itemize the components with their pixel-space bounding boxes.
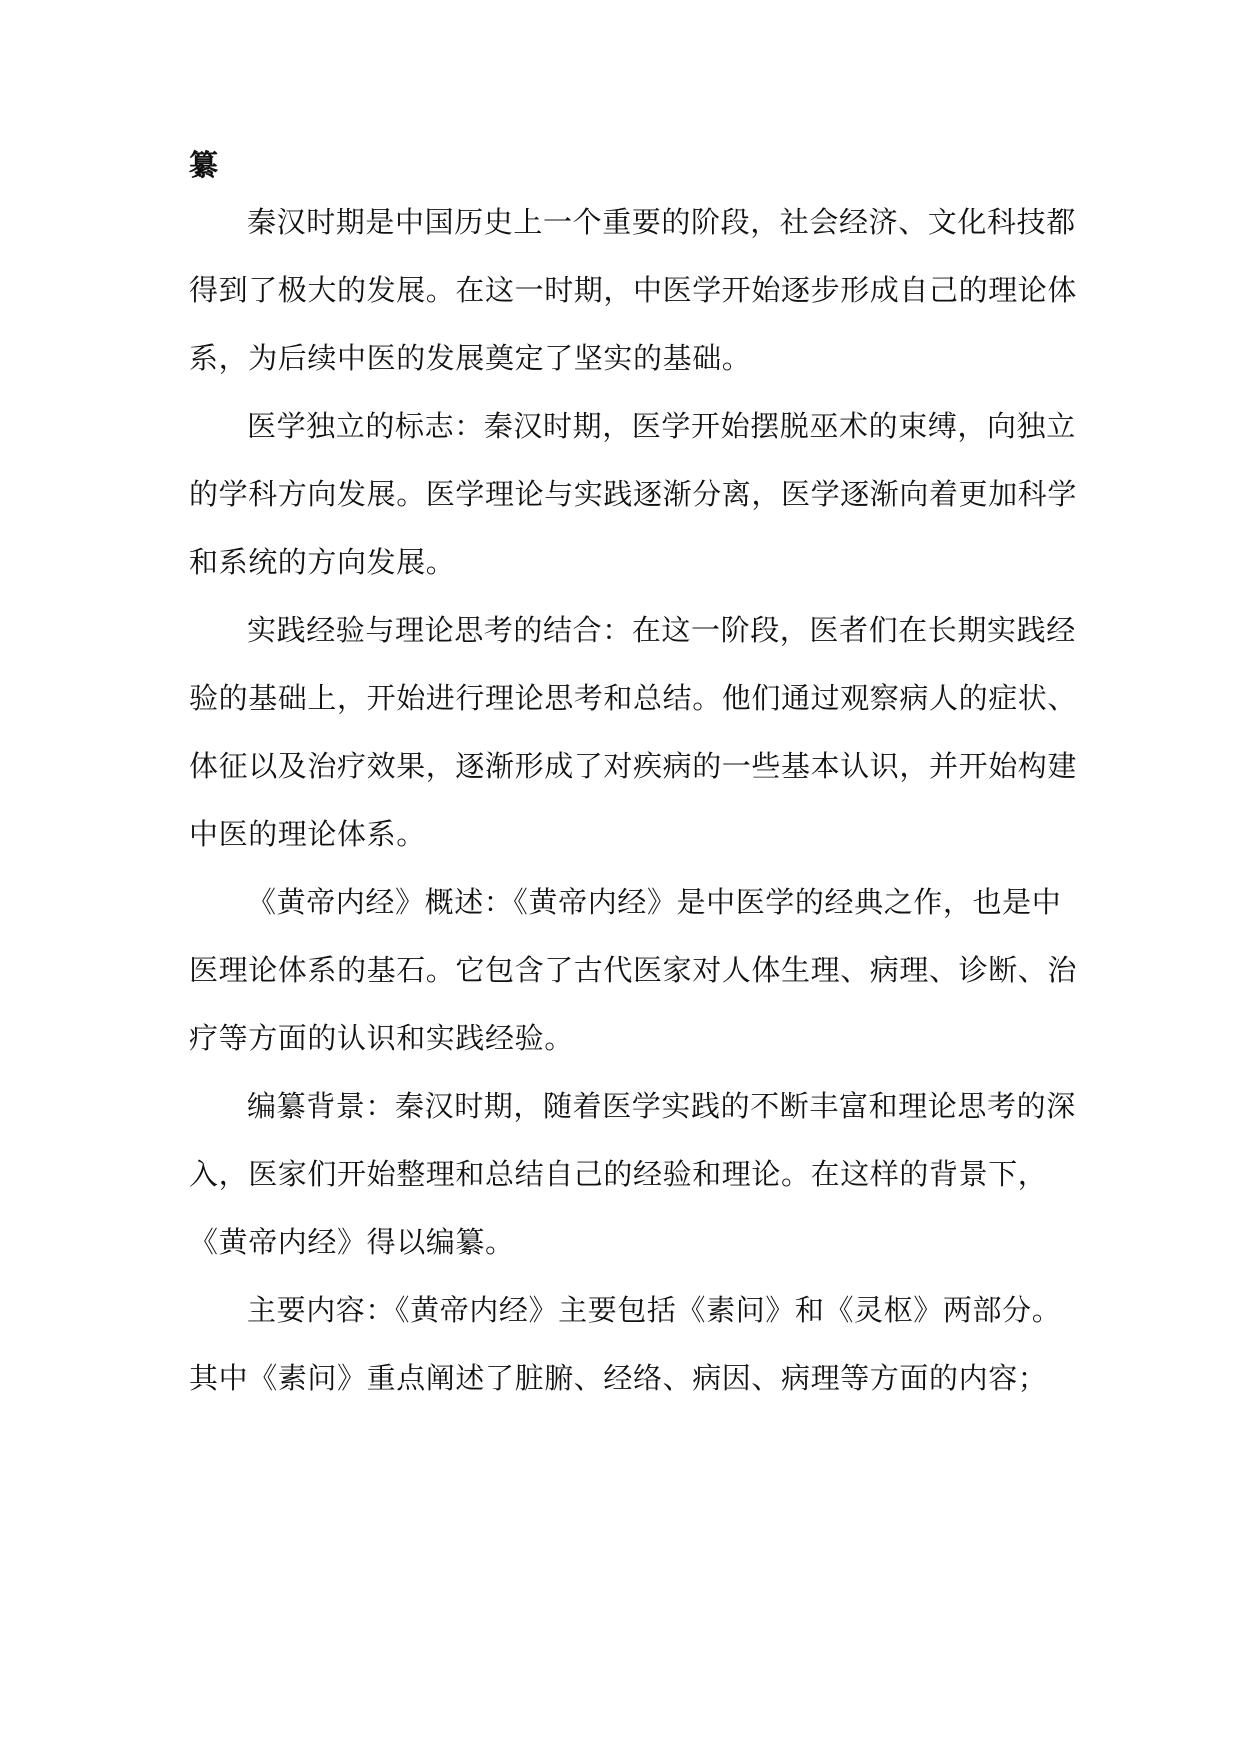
paragraph-5-line-3: 《黄帝内经》得以编纂。 bbox=[189, 1225, 515, 1259]
paragraph-1-line-3: 系，为后续中医的发展奠定了坚实的基础。 bbox=[189, 341, 752, 375]
paragraph-2-line-3: 和系统的方向发展。 bbox=[189, 545, 456, 579]
paragraph-6-line-2: 其中《素问》重点阐述了脏腑、经络、病因、病理等方面的内容； bbox=[189, 1361, 1048, 1395]
paragraph-3-line-1: 实践经验与理论思考的结合：在这一阶段，医者们在长期实践经 bbox=[247, 613, 1076, 647]
paragraph-5-line-1: 编纂背景：秦汉时期，随着医学实践的不断丰富和理论思考的深 bbox=[247, 1089, 1076, 1123]
paragraph-2-line-1: 医学独立的标志：秦汉时期，医学开始摆脱巫术的束缚，向独立 bbox=[247, 409, 1076, 443]
paragraph-3-line-2: 验的基础上，开始进行理论思考和总结。他们通过观察病人的症状、 bbox=[189, 681, 1078, 715]
paragraph-3-line-3: 体征以及治疗效果，逐渐形成了对疾病的一些基本认识，并开始构建 bbox=[189, 749, 1078, 783]
page-heading: 纂 bbox=[189, 148, 219, 182]
paragraph-6-line-1: 主要内容：《黄帝内经》主要包括《素问》和《灵枢》两部分。 bbox=[247, 1293, 1062, 1327]
paragraph-3-line-4: 中医的理论体系。 bbox=[189, 817, 426, 851]
paragraph-4-line-3: 疗等方面的认识和实践经验。 bbox=[189, 1021, 574, 1055]
paragraph-1-line-1: 秦汉时期是中国历史上一个重要的阶段，社会经济、文化科技都 bbox=[247, 205, 1076, 239]
paragraph-2-line-2: 的学科方向发展。医学理论与实践逐渐分离，医学逐渐向着更加科学 bbox=[189, 477, 1078, 511]
paragraph-4-line-2: 医理论体系的基石。它包含了古代医家对人体生理、病理、诊断、治 bbox=[189, 953, 1078, 987]
paragraph-4-line-1: 《黄帝内经》概述：《黄帝内经》是中医学的经典之作，也是中 bbox=[247, 885, 1062, 919]
paragraph-1-line-2: 得到了极大的发展。在这一时期，中医学开始逐步形成自己的理论体 bbox=[189, 273, 1078, 307]
paragraph-5-line-2: 入，医家们开始整理和总结自己的经验和理论。在这样的背景下， bbox=[189, 1157, 1048, 1191]
